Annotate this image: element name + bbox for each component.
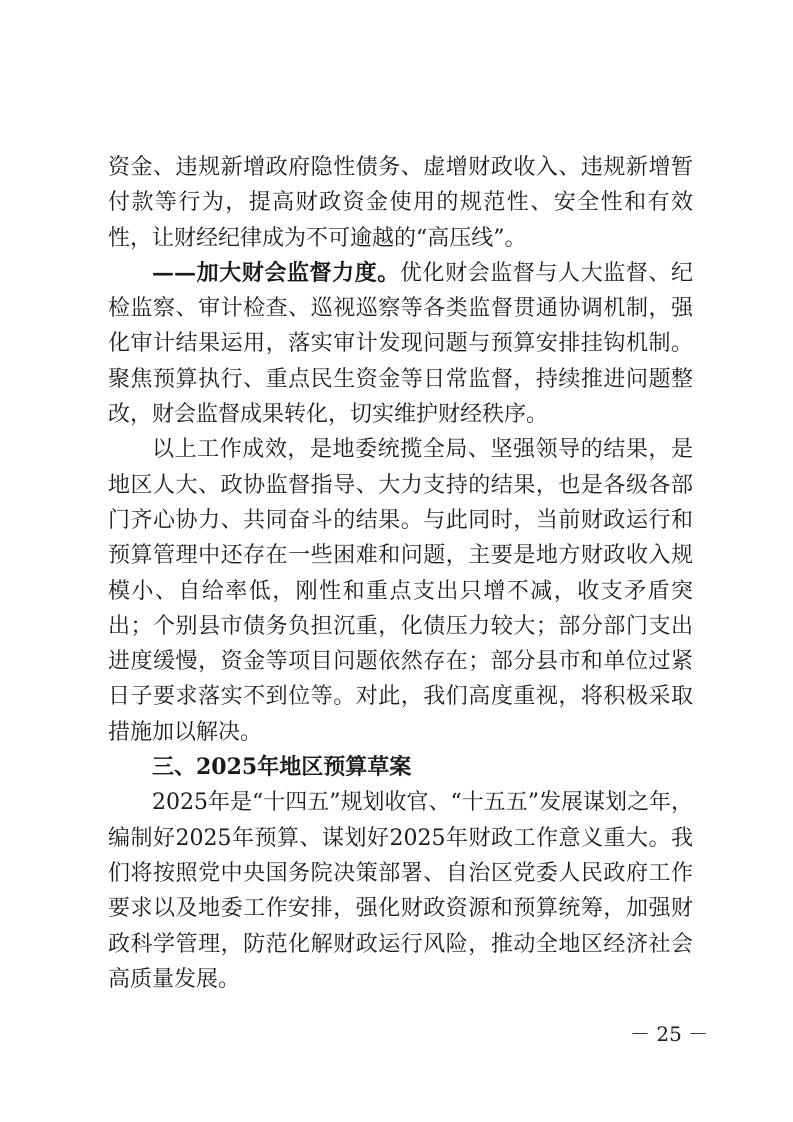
paragraph-body: 优化财会监督与人大监督、纪检监察、审计检查、巡视巡察等各类监督贯通协调机制，强化审计结果运用，落实审计发现问题与预算安排挂钩机制。聚焦预算执行、重点民生资金等日常监督，持续推进问题整改，财会监督成果转化，切实维护财经秩序。 bbox=[108, 260, 693, 428]
page-number: － 25 － bbox=[630, 1022, 709, 1046]
paragraph-supervision bbox=[108, 256, 693, 432]
paragraph-continuation: 资金、违规新增政府隐性债务、虚增财政收入、违规新增暂付款等行为，提高财政资金使用的规范性、安全性和有效性，让财经纪律成为不可逾越的“高压线”。 bbox=[108, 155, 693, 251]
body-text bbox=[108, 150, 693, 997]
paragraph-lead-heading: ——加大财会监督力度。 bbox=[152, 259, 400, 286]
section-heading: 三、2025年地区预算草案 bbox=[152, 754, 412, 781]
paragraph-budget-2025: 2025年是“十四五”规划收官、“十五五”发展谋划之年，编制好2025年预算、谋划好2025年财政工作意义重大。我们将按照党中央国务院决策部署、自治区党委人民政府工作要求以及地委工作安排，强化财政资源和预算统筹，加强财政科学管理，防范化解财政运行风险，推动全地区经济社会高质量发展。 bbox=[108, 790, 693, 992]
paragraph-summary: 以上工作成效，是地委统揽全局、坚强领导的结果，是地区人大、政协监督指导、大力支持的结果，也是各级各部门齐心协力、共同奋斗的结果。与此同时，当前财政运行和预算管理中还存在一些困难和问题，主要是地方财政收入规模小、自给率低，刚性和重点支出只增不减，收支矛盾突出；个别县市债务负担沉重，化债压力较大；部分部门支出进度缓慢，资金等项目问题依然存在；部分县市和单位过紧日子要求落实不到位等。对此，我们高度重视，将积极采取措施加以解决。 bbox=[108, 437, 693, 745]
